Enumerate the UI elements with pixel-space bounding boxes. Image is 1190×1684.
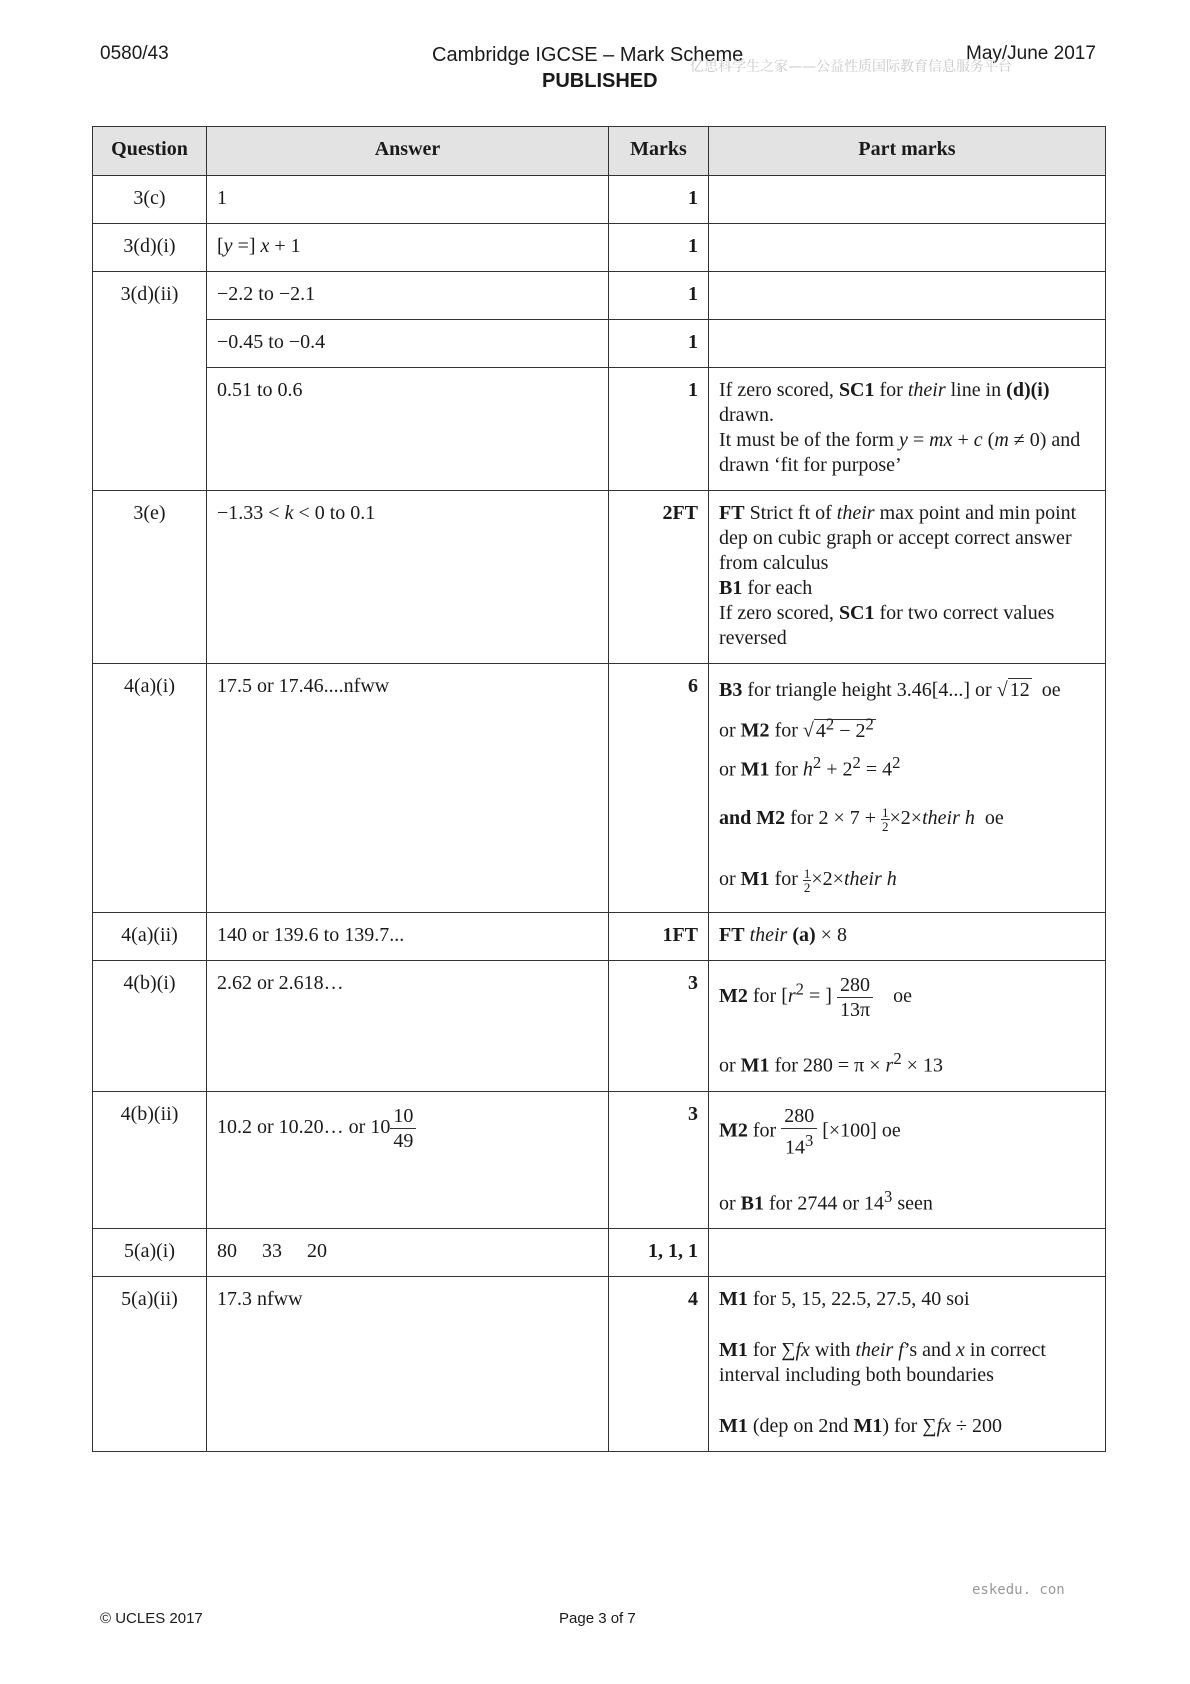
column-header-question: Question [93, 127, 207, 176]
question-cell-continued [93, 320, 207, 368]
question-cell: 4(a)(i) [93, 664, 207, 913]
table-row [93, 664, 1106, 913]
column-header-marks: Marks [609, 127, 709, 176]
part-marks-cell [709, 176, 1106, 224]
answer-cell: −0.45 to −0.4 [207, 320, 609, 368]
answer-cell: 10.2 or 10.20… or 10 $\frac{10}{49}$ [207, 1091, 609, 1228]
table-row [93, 1091, 1106, 1228]
column-header-answer: Answer [207, 127, 609, 176]
part-marks-cell: M2 for $\frac{280}{14^3}$ [×100] oe or B1 for 2744 or $14^3$ seen [709, 1091, 1106, 1228]
mark-scheme-table [92, 126, 1106, 1452]
marks-cell: 4 [609, 1277, 709, 1452]
answer-cell: 0.51 to 0.6 [207, 368, 609, 491]
table-row [93, 913, 1106, 961]
answer-cell: −2.2 to −2.1 [207, 272, 609, 320]
question-cell: 5(a)(i) [93, 1229, 207, 1277]
part-marks-cell: FT Strict ft of their max point and min point dep on cubic graph or accept correct answer from calculus B1 for each If zero scored, SC1 for two correct values reversed [709, 491, 1106, 664]
paper-code: 0580/43 [100, 43, 169, 64]
marks-cell: 6 [609, 664, 709, 913]
exam-session: May/June 2017 [966, 43, 1096, 64]
table-row [93, 320, 1106, 368]
table-row [93, 1229, 1106, 1277]
table-row [93, 224, 1106, 272]
answer-cell: −1.33 < k < 0 to 0.1 [207, 491, 609, 664]
marks-cell: 3 [609, 1091, 709, 1228]
question-cell: 3(d)(ii) [93, 272, 207, 320]
document-title: Cambridge IGCSE – Mark Scheme [432, 44, 744, 66]
page-number: Page 3 of 7 [559, 1610, 636, 1627]
table-row [93, 368, 1106, 491]
part-marks-cell [709, 1229, 1106, 1277]
table-header-row [93, 127, 1106, 176]
marks-cell: 2FT [609, 491, 709, 664]
table-row [93, 176, 1106, 224]
answer-cell: [y =] x + 1 [207, 224, 609, 272]
marks-cell: 3 [609, 961, 709, 1092]
answer-cell: 17.5 or 17.46....nfww [207, 664, 609, 913]
table-row [93, 961, 1106, 1092]
question-cell: 3(e) [93, 491, 207, 664]
question-cell: 3(c) [93, 176, 207, 224]
part-marks-cell [709, 272, 1106, 320]
marks-cell: 1 [609, 224, 709, 272]
part-marks-cell: If zero scored, SC1 for their line in (d)(i) drawn. It must be of the form y = mx + c (m ≠ 0) and drawn ‘fit for purpose’ [709, 368, 1106, 491]
site-watermark: eskedu. con [972, 1582, 1065, 1598]
part-marks-cell [709, 320, 1106, 368]
question-cell: 4(b)(i) [93, 961, 207, 1092]
answer-cell: 80 33 20 [207, 1229, 609, 1277]
question-cell: 5(a)(ii) [93, 1277, 207, 1452]
marks-cell: 1 [609, 368, 709, 491]
part-marks-cell [709, 224, 1106, 272]
part-marks-cell: M2 for [$r^2$ = ] $\frac{280}{13\pi}$ oe or M1 for $280 = \pi \times r^2 \times 13$ [709, 961, 1106, 1092]
marks-cell: 1FT [609, 913, 709, 961]
question-cell-continued [93, 368, 207, 491]
answer-cell: 17.3 nfww [207, 1277, 609, 1452]
question-cell: 4(a)(ii) [93, 913, 207, 961]
table-row [93, 272, 1106, 320]
answer-cell: 1 [207, 176, 609, 224]
marks-cell: 1 [609, 320, 709, 368]
table-row [93, 1277, 1106, 1452]
part-marks-cell: M1 for 5, 15, 22.5, 27.5, 40 soi M1 for ∑fx with their f’s and x in correct interval including both boundaries M1 (dep on 2nd M1) for ∑fx ÷ 200 [709, 1277, 1106, 1452]
answer-cell: 140 or 139.6 to 139.7... [207, 913, 609, 961]
question-cell: 3(d)(i) [93, 224, 207, 272]
column-header-part-marks: Part marks [709, 127, 1106, 176]
part-marks-cell: B3 for triangle height 3.46[4...] or √ 12 oe or M2 for √ $4^2 - 2^2$ or M1 for $h^2 + 2^2 = 4^2$ and M2 for 2 × 7 + $\frac{1}{2}$ ×2×their h oe or M1 for $\frac{1}{2}$ ×2×their h [709, 664, 1106, 913]
marks-cell: 1, 1, 1 [609, 1229, 709, 1277]
part-marks-cell: FT their (a) × 8 [709, 913, 1106, 961]
marks-cell: 1 [609, 176, 709, 224]
watermark-text: 亿思科学生之家——公益性质国际教育信息服务平台 [690, 59, 1012, 75]
answer-cell: 2.62 or 2.618… [207, 961, 609, 1092]
table-row [93, 491, 1106, 664]
question-cell: 4(b)(ii) [93, 1091, 207, 1228]
published-label: PUBLISHED [542, 70, 658, 92]
marks-cell: 1 [609, 272, 709, 320]
copyright-notice: © UCLES 2017 [100, 1610, 203, 1627]
